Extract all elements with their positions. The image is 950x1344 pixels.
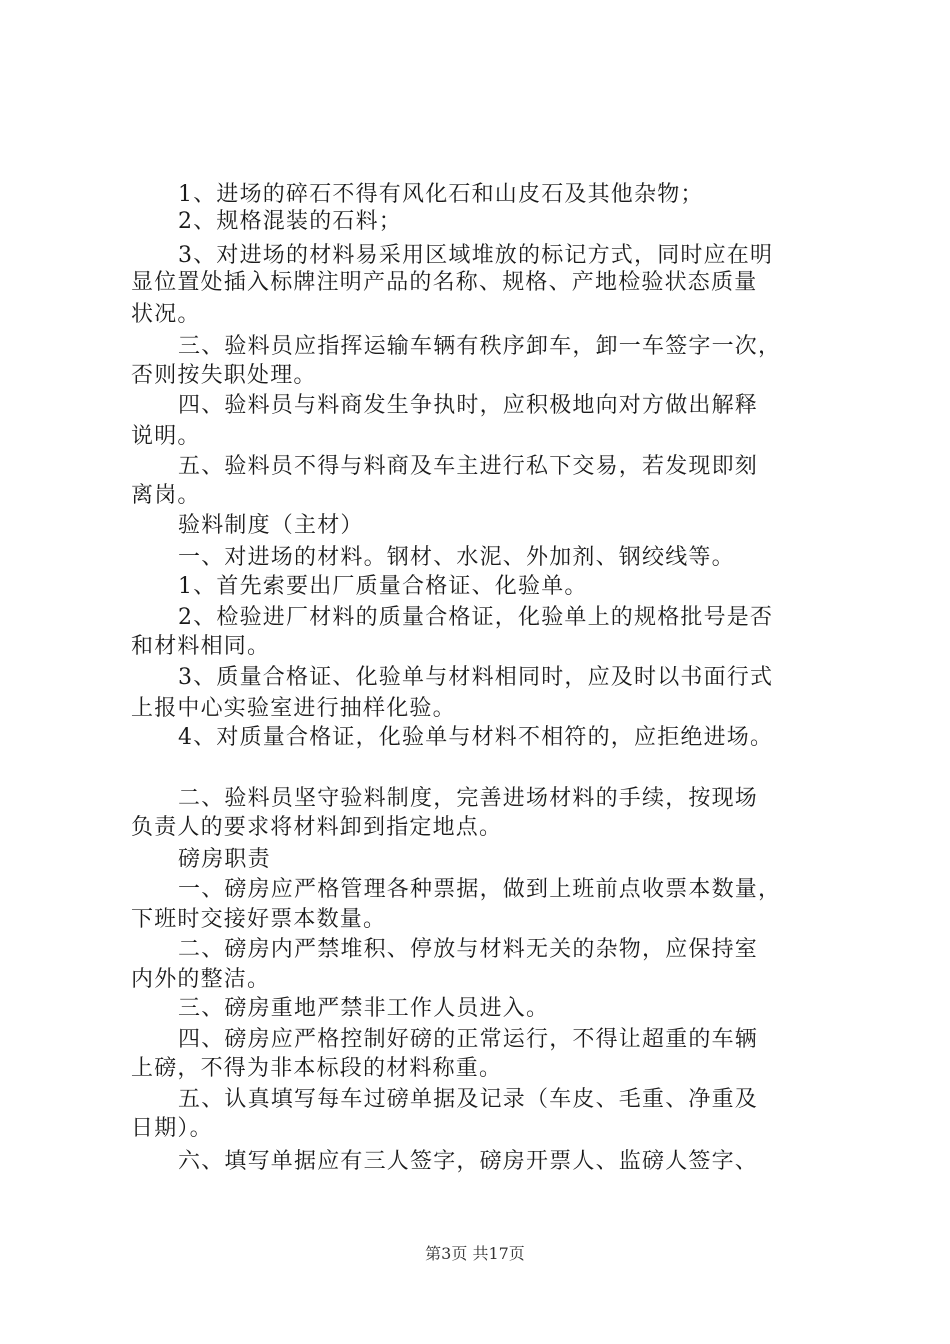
- text-line: 六、填写单据应有三人签字，磅房开票人、监磅人签字、: [178, 1149, 759, 1174]
- text-line: 显位置处插入标牌注明产品的名称、规格、产地检验状态质量: [131, 270, 758, 295]
- text-line: 离岗。: [131, 483, 201, 508]
- page-number-footer: 第3页 共17页: [425, 1244, 525, 1263]
- text-line: 上磅，不得为非本标段的材料称重。: [131, 1056, 503, 1081]
- text-line: 四、验料员与料商发生争执时，应积极地向对方做出解释: [178, 393, 759, 418]
- text-line: 一、对进场的材料。钢材、水泥、外加剂、钢绞线等。: [178, 545, 735, 570]
- text-line: 二、磅房内严禁堆积、停放与材料无关的杂物，应保持室: [178, 937, 759, 962]
- text-line: 一、磅房应严格管理各种票据，做到上班前点收票本数量，: [178, 877, 782, 902]
- text-line: 1、进场的碎石不得有风化石和山皮石及其他杂物；: [178, 182, 704, 207]
- text-line: 4、对质量合格证，化验单与材料不相符的，应拒绝进场。: [178, 725, 774, 750]
- text-line: 2、检验进厂材料的质量合格证，化验单上的规格批号是否: [178, 605, 774, 630]
- text-line: 三、磅房重地严禁非工作人员进入。: [178, 996, 550, 1021]
- section-heading: 磅房职责: [178, 847, 271, 872]
- text-line: 三、验料员应指挥运输车辆有秩序卸车，卸一车签字一次，: [178, 334, 782, 359]
- text-line: 日期）。: [131, 1116, 213, 1141]
- text-line: 五、验料员不得与料商及车主进行私下交易，若发现即刻: [178, 454, 759, 479]
- text-line: 说明。: [131, 424, 201, 449]
- text-line: 五、认真填写每车过磅单据及记录（车皮、毛重、净重及: [178, 1087, 759, 1112]
- text-line: 二、验料员坚守验料制度，完善进场材料的手续，按现场: [178, 786, 759, 811]
- text-line: 上报中心实验室进行抽样化验。: [131, 696, 456, 721]
- text-line: 内外的整洁。: [131, 967, 271, 992]
- text-line: 和材料相同。: [131, 634, 271, 659]
- text-line: 1、首先索要出厂质量合格证、化验单。: [178, 574, 588, 599]
- text-line: 负责人的要求将材料卸到指定地点。: [131, 815, 503, 840]
- text-line: 下班时交接好票本数量。: [131, 907, 387, 932]
- text-line: 状况。: [131, 302, 201, 327]
- text-line: 3、质量合格证、化验单与材料相同时，应及时以书面行式: [178, 665, 774, 690]
- text-line: 四、磅房应严格控制好磅的正常运行，不得让超重的车辆: [178, 1027, 759, 1052]
- text-line: 3、对进场的材料易采用区域堆放的标记方式，同时应在明: [178, 243, 774, 268]
- text-line: 2、规格混装的石料；: [178, 209, 402, 234]
- text-line: 否则按失职处理。: [131, 363, 317, 388]
- section-heading: 验料制度（主材）: [178, 513, 364, 538]
